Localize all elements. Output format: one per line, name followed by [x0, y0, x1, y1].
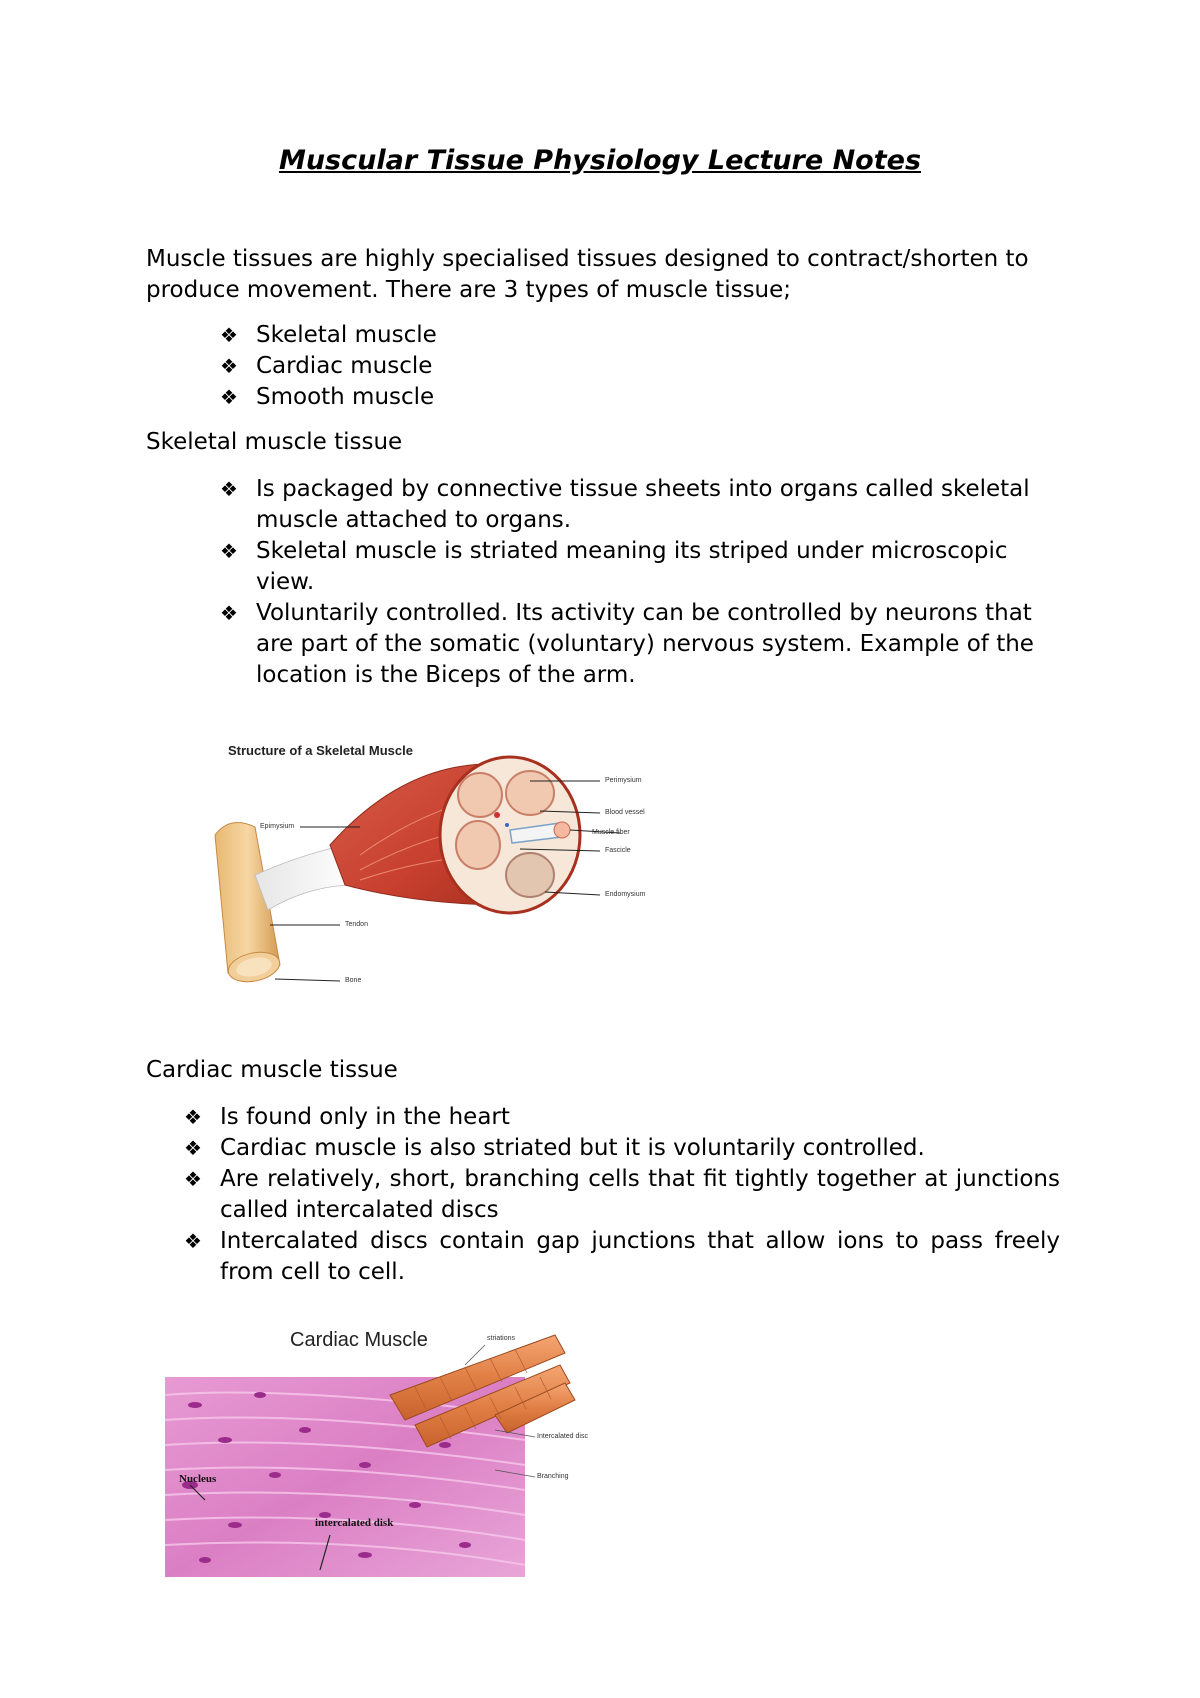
- diamond-bullet-icon: ❖: [184, 1105, 202, 1129]
- diamond-bullet-icon: ❖: [184, 1136, 202, 1160]
- striations-label: striations: [487, 1335, 516, 1342]
- list-item: ❖ Is packaged by connective tissue sheets into organs called skeletal muscle attached to organs.: [220, 476, 1030, 533]
- diamond-bullet-icon: ❖: [184, 1229, 202, 1253]
- diamond-bullet-icon: ❖: [220, 539, 238, 563]
- list-item: ❖ Cardiac muscle: [220, 351, 1020, 382]
- diamond-bullet-icon: ❖: [220, 385, 238, 409]
- branching-label: Branching: [537, 1473, 569, 1480]
- list-item: ❖ Intercalated discs contain gap junctions that allow ions to pass freely from cell to cell.: [184, 1228, 1060, 1285]
- intercalated-disk-label: intercalated disk: [315, 1517, 394, 1529]
- cardiac-points-list: [184, 1102, 1060, 1288]
- bone-label: Bone: [345, 977, 362, 984]
- skeletal-muscle-illustration: [210, 735, 640, 1015]
- intercalated-disc-label: Intercalated disc: [537, 1433, 588, 1440]
- page-title: Muscular Tissue Physiology Lecture Notes: [278, 145, 922, 176]
- list-item: ❖ Skeletal muscle is striated meaning its striped under microscopic view.: [220, 538, 1008, 595]
- cardiac-muscle-figure: [165, 1325, 625, 1580]
- list-item: ❖ Cardiac muscle is also striated but it is voluntarily controlled.: [184, 1133, 1060, 1164]
- diamond-bullet-icon: ❖: [184, 1167, 202, 1191]
- list-item: ❖ Are relatively, short, branching cells that fit tightly together at junctions called intercalated discs: [184, 1166, 1060, 1223]
- blood-vessel-label: Blood vessel: [605, 809, 645, 816]
- intro-paragraph: Muscle tissues are highly specialised tissues designed to contract/shorten to produce movement. There are 3 types of muscle tissue;: [146, 246, 1029, 303]
- diamond-bullet-icon: ❖: [220, 601, 238, 625]
- cardiac-heading: Cardiac muscle tissue: [146, 1057, 398, 1083]
- fascicle-label: Fascicle: [605, 847, 631, 854]
- diamond-bullet-icon: ❖: [220, 477, 238, 501]
- epimysium-label: Epimysium: [260, 823, 295, 830]
- diamond-bullet-icon: ❖: [220, 323, 238, 347]
- skeletal-heading: Skeletal muscle tissue: [146, 429, 403, 455]
- list-item: ❖ Skeletal muscle: [220, 320, 1020, 351]
- perimysium-label: Perimysium: [605, 777, 642, 784]
- diamond-bullet-icon: ❖: [220, 354, 238, 378]
- cardiac-muscle-illustration: [165, 1325, 625, 1580]
- skeletal-points-list: [220, 474, 1060, 691]
- list-item: ❖ Is found only in the heart: [184, 1102, 1060, 1133]
- list-item: ❖ Smooth muscle: [220, 382, 1020, 413]
- list-item: ❖ Voluntarily controlled. Its activity can be controlled by neurons that are part of the somatic (voluntary) nervous system. Example of the location is the Biceps of the arm.: [220, 600, 1034, 688]
- muscle-types-list: [220, 320, 1020, 413]
- muscle-fiber-label: Muscle fiber: [592, 829, 630, 836]
- figure-title: Cardiac Muscle: [290, 1329, 428, 1351]
- tendon-label: Tendon: [345, 921, 368, 928]
- figure-title: Structure of a Skeletal Muscle: [228, 743, 413, 758]
- nucleus-label: Nucleus: [179, 1473, 217, 1485]
- skeletal-muscle-figure: [210, 735, 646, 1015]
- endomysium-label: Endomysium: [605, 891, 646, 898]
